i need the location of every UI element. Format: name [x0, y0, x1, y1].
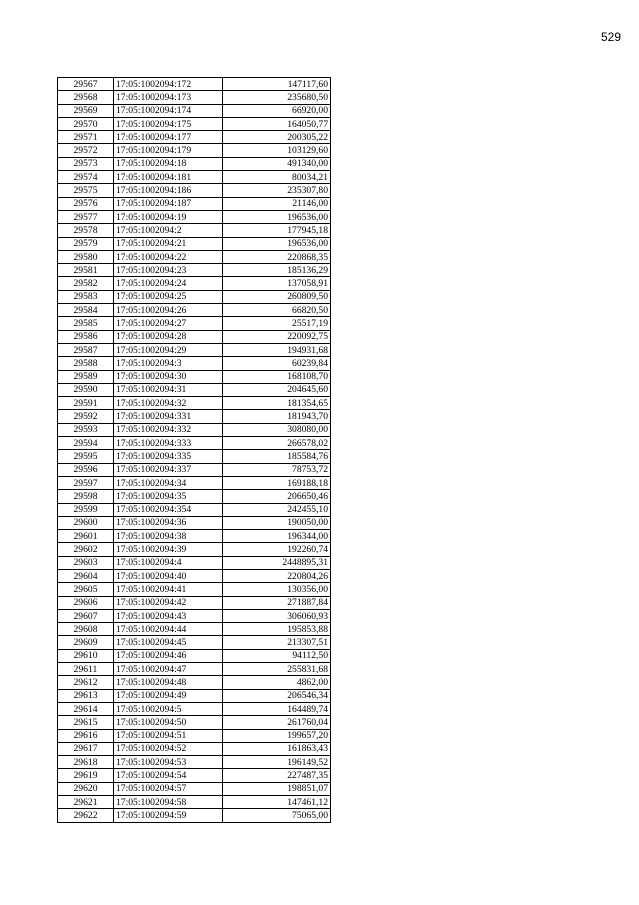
row-number: 29595 — [58, 450, 114, 463]
row-number: 29589 — [58, 370, 114, 383]
amount-value: 185136,29 — [223, 264, 331, 277]
amount-value: 227487,35 — [223, 769, 331, 782]
row-number: 29606 — [58, 596, 114, 609]
table-row — [58, 729, 331, 742]
amount-value: 491340,00 — [223, 157, 331, 170]
cadastral-number: 17:05:1002094:48 — [114, 676, 223, 689]
cadastral-number: 17:05:1002094:38 — [114, 530, 223, 543]
cadastral-number: 17:05:1002094:44 — [114, 623, 223, 636]
cadastral-number: 17:05:1002094:29 — [114, 343, 223, 356]
cadastral-number: 17:05:1002094:332 — [114, 423, 223, 436]
row-number: 29598 — [58, 490, 114, 503]
row-number: 29616 — [58, 729, 114, 742]
row-number: 29615 — [58, 716, 114, 729]
amount-value: 130356,00 — [223, 583, 331, 596]
amount-value: 220804,26 — [223, 569, 331, 582]
cadastral-number: 17:05:1002094:51 — [114, 729, 223, 742]
table-row — [58, 370, 331, 383]
cadastral-number: 17:05:1002094:173 — [114, 91, 223, 104]
cadastral-number: 17:05:1002094:22 — [114, 250, 223, 263]
row-number: 29576 — [58, 197, 114, 210]
amount-value: 220868,35 — [223, 250, 331, 263]
row-number: 29621 — [58, 796, 114, 809]
amount-value: 194931,68 — [223, 343, 331, 356]
cadastral-number: 17:05:1002094:354 — [114, 503, 223, 516]
cadastral-number: 17:05:1002094:18 — [114, 157, 223, 170]
cadastral-number: 17:05:1002094:3 — [114, 357, 223, 370]
row-number: 29586 — [58, 330, 114, 343]
row-number: 29571 — [58, 131, 114, 144]
amount-value: 164489,74 — [223, 702, 331, 715]
amount-value: 78753,72 — [223, 463, 331, 476]
row-number: 29599 — [58, 503, 114, 516]
row-number: 29593 — [58, 423, 114, 436]
cadastral-number: 17:05:1002094:337 — [114, 463, 223, 476]
cadastral-number: 17:05:1002094:24 — [114, 277, 223, 290]
table-row — [58, 437, 331, 450]
table-row — [58, 210, 331, 223]
table-row — [58, 742, 331, 755]
amount-value: 103129,60 — [223, 144, 331, 157]
row-number: 29578 — [58, 224, 114, 237]
row-number: 29591 — [58, 397, 114, 410]
row-number: 29607 — [58, 609, 114, 622]
amount-value: 25517,19 — [223, 317, 331, 330]
table-row — [58, 104, 331, 117]
amount-value: 181943,70 — [223, 410, 331, 423]
row-number: 29584 — [58, 304, 114, 317]
table-row — [58, 144, 331, 157]
table-row — [58, 796, 331, 809]
row-number: 29618 — [58, 756, 114, 769]
table-body — [58, 78, 331, 823]
table-row — [58, 490, 331, 503]
amount-value: 137058,91 — [223, 277, 331, 290]
table-row — [58, 171, 331, 184]
amount-value: 161863,43 — [223, 742, 331, 755]
data-table — [57, 77, 331, 823]
table-row — [58, 676, 331, 689]
amount-value: 181354,65 — [223, 397, 331, 410]
amount-value: 255831,68 — [223, 663, 331, 676]
amount-value: 4862,00 — [223, 676, 331, 689]
row-number: 29588 — [58, 357, 114, 370]
amount-value: 94112,50 — [223, 649, 331, 662]
cadastral-number: 17:05:1002094:49 — [114, 689, 223, 702]
amount-value: 177945,18 — [223, 224, 331, 237]
row-number: 29575 — [58, 184, 114, 197]
amount-value: 196149,52 — [223, 756, 331, 769]
table-row — [58, 304, 331, 317]
row-number: 29604 — [58, 569, 114, 582]
cadastral-number: 17:05:1002094:36 — [114, 516, 223, 529]
cadastral-number: 17:05:1002094:4 — [114, 556, 223, 569]
row-number: 29570 — [58, 117, 114, 130]
cadastral-number: 17:05:1002094:47 — [114, 663, 223, 676]
amount-value: 147117,60 — [223, 78, 331, 91]
row-number: 29587 — [58, 343, 114, 356]
amount-value: 306060,93 — [223, 609, 331, 622]
cadastral-number: 17:05:1002094:2 — [114, 224, 223, 237]
row-number: 29622 — [58, 809, 114, 822]
row-number: 29592 — [58, 410, 114, 423]
cadastral-number: 17:05:1002094:35 — [114, 490, 223, 503]
amount-value: 196536,00 — [223, 210, 331, 223]
cadastral-number: 17:05:1002094:40 — [114, 569, 223, 582]
cadastral-number: 17:05:1002094:26 — [114, 304, 223, 317]
table-row — [58, 450, 331, 463]
cadastral-number: 17:05:1002094:57 — [114, 782, 223, 795]
cadastral-number: 17:05:1002094:53 — [114, 756, 223, 769]
cadastral-number: 17:05:1002094:23 — [114, 264, 223, 277]
row-number: 29577 — [58, 210, 114, 223]
amount-value: 164050,77 — [223, 117, 331, 130]
table-row — [58, 357, 331, 370]
table-row — [58, 91, 331, 104]
row-number: 29569 — [58, 104, 114, 117]
row-number: 29600 — [58, 516, 114, 529]
table-row — [58, 343, 331, 356]
row-number: 29619 — [58, 769, 114, 782]
cadastral-number: 17:05:1002094:54 — [114, 769, 223, 782]
table-row — [58, 716, 331, 729]
amount-value: 260809,50 — [223, 290, 331, 303]
table-row — [58, 397, 331, 410]
row-number: 29590 — [58, 383, 114, 396]
table-row — [58, 769, 331, 782]
amount-value: 185584,76 — [223, 450, 331, 463]
row-number: 29597 — [58, 476, 114, 489]
cadastral-number: 17:05:1002094:27 — [114, 317, 223, 330]
amount-value: 21146,00 — [223, 197, 331, 210]
table-row — [58, 649, 331, 662]
amount-value: 204645,60 — [223, 383, 331, 396]
cadastral-number: 17:05:1002094:41 — [114, 583, 223, 596]
table-row — [58, 596, 331, 609]
cadastral-number: 17:05:1002094:187 — [114, 197, 223, 210]
table-row — [58, 317, 331, 330]
table-row — [58, 330, 331, 343]
amount-value: 196344,00 — [223, 530, 331, 543]
row-number: 29579 — [58, 237, 114, 250]
row-number: 29603 — [58, 556, 114, 569]
row-number: 29617 — [58, 742, 114, 755]
cadastral-number: 17:05:1002094:186 — [114, 184, 223, 197]
table-row — [58, 250, 331, 263]
row-number: 29582 — [58, 277, 114, 290]
row-number: 29572 — [58, 144, 114, 157]
row-number: 29605 — [58, 583, 114, 596]
cadastral-number: 17:05:1002094:179 — [114, 144, 223, 157]
amount-value: 235680,50 — [223, 91, 331, 104]
cadastral-number: 17:05:1002094:181 — [114, 171, 223, 184]
cadastral-number: 17:05:1002094:43 — [114, 609, 223, 622]
amount-value: 80034,21 — [223, 171, 331, 184]
table-row — [58, 117, 331, 130]
row-number: 29594 — [58, 437, 114, 450]
table-row — [58, 277, 331, 290]
table-row — [58, 756, 331, 769]
row-number: 29602 — [58, 543, 114, 556]
row-number: 29614 — [58, 702, 114, 715]
cadastral-number: 17:05:1002094:175 — [114, 117, 223, 130]
row-number: 29581 — [58, 264, 114, 277]
amount-value: 75065,00 — [223, 809, 331, 822]
table-row — [58, 463, 331, 476]
amount-value: 66820,50 — [223, 304, 331, 317]
row-number: 29613 — [58, 689, 114, 702]
table-row — [58, 530, 331, 543]
cadastral-number: 17:05:1002094:30 — [114, 370, 223, 383]
table-row — [58, 131, 331, 144]
row-number: 29567 — [58, 78, 114, 91]
cadastral-number: 17:05:1002094:52 — [114, 742, 223, 755]
cadastral-number: 17:05:1002094:333 — [114, 437, 223, 450]
amount-value: 200305,22 — [223, 131, 331, 144]
amount-value: 60239,84 — [223, 357, 331, 370]
row-number: 29585 — [58, 317, 114, 330]
table-row — [58, 264, 331, 277]
amount-value: 199657,20 — [223, 729, 331, 742]
amount-value: 196536,00 — [223, 237, 331, 250]
amount-value: 308080,00 — [223, 423, 331, 436]
table-row — [58, 583, 331, 596]
amount-value: 195853,88 — [223, 623, 331, 636]
table-row — [58, 157, 331, 170]
table-row — [58, 556, 331, 569]
table-row — [58, 543, 331, 556]
cadastral-number: 17:05:1002094:28 — [114, 330, 223, 343]
amount-value: 168108,70 — [223, 370, 331, 383]
row-number: 29596 — [58, 463, 114, 476]
cadastral-number: 17:05:1002094:172 — [114, 78, 223, 91]
amount-value: 261760,04 — [223, 716, 331, 729]
table-row — [58, 503, 331, 516]
row-number: 29574 — [58, 171, 114, 184]
cadastral-number: 17:05:1002094:19 — [114, 210, 223, 223]
cadastral-number: 17:05:1002094:331 — [114, 410, 223, 423]
table-row — [58, 782, 331, 795]
cadastral-number: 17:05:1002094:50 — [114, 716, 223, 729]
table-row — [58, 184, 331, 197]
page-number: 529 — [600, 30, 621, 44]
amount-value: 213307,51 — [223, 636, 331, 649]
cadastral-number: 17:05:1002094:39 — [114, 543, 223, 556]
cadastral-number: 17:05:1002094:59 — [114, 809, 223, 822]
row-number: 29601 — [58, 530, 114, 543]
row-number: 29568 — [58, 91, 114, 104]
table-row — [58, 702, 331, 715]
row-number: 29583 — [58, 290, 114, 303]
table-row — [58, 423, 331, 436]
amount-value: 266578,02 — [223, 437, 331, 450]
amount-value: 206650,46 — [223, 490, 331, 503]
table-row — [58, 623, 331, 636]
table-row — [58, 476, 331, 489]
cadastral-number: 17:05:1002094:5 — [114, 702, 223, 715]
table-row — [58, 809, 331, 822]
table-row — [58, 290, 331, 303]
amount-value: 66920,00 — [223, 104, 331, 117]
cadastral-number: 17:05:1002094:32 — [114, 397, 223, 410]
cadastral-number: 17:05:1002094:42 — [114, 596, 223, 609]
table-row — [58, 78, 331, 91]
amount-value: 220092,75 — [223, 330, 331, 343]
table-row — [58, 609, 331, 622]
amount-value: 271887,84 — [223, 596, 331, 609]
table-row — [58, 516, 331, 529]
cadastral-number: 17:05:1002094:174 — [114, 104, 223, 117]
amount-value: 192260,74 — [223, 543, 331, 556]
row-number: 29609 — [58, 636, 114, 649]
table-row — [58, 224, 331, 237]
cadastral-number: 17:05:1002094:34 — [114, 476, 223, 489]
amount-value: 235307,80 — [223, 184, 331, 197]
amount-value: 206546,34 — [223, 689, 331, 702]
amount-value: 169188,18 — [223, 476, 331, 489]
row-number: 29608 — [58, 623, 114, 636]
cadastral-number: 17:05:1002094:335 — [114, 450, 223, 463]
table-row — [58, 383, 331, 396]
row-number: 29611 — [58, 663, 114, 676]
cadastral-number: 17:05:1002094:21 — [114, 237, 223, 250]
row-number: 29580 — [58, 250, 114, 263]
amount-value: 242455,10 — [223, 503, 331, 516]
table-row — [58, 197, 331, 210]
table-row — [58, 689, 331, 702]
cadastral-number: 17:05:1002094:58 — [114, 796, 223, 809]
table-row — [58, 663, 331, 676]
table-row — [58, 410, 331, 423]
cadastral-number: 17:05:1002094:46 — [114, 649, 223, 662]
cadastral-number: 17:05:1002094:45 — [114, 636, 223, 649]
row-number: 29610 — [58, 649, 114, 662]
amount-value: 147461,12 — [223, 796, 331, 809]
cadastral-number: 17:05:1002094:31 — [114, 383, 223, 396]
row-number: 29573 — [58, 157, 114, 170]
row-number: 29620 — [58, 782, 114, 795]
table-row — [58, 569, 331, 582]
amount-value: 190050,00 — [223, 516, 331, 529]
table-row — [58, 636, 331, 649]
cadastral-number: 17:05:1002094:177 — [114, 131, 223, 144]
table-row — [58, 237, 331, 250]
row-number: 29612 — [58, 676, 114, 689]
cadastral-number: 17:05:1002094:25 — [114, 290, 223, 303]
amount-value: 198851,07 — [223, 782, 331, 795]
amount-value: 2448895,31 — [223, 556, 331, 569]
